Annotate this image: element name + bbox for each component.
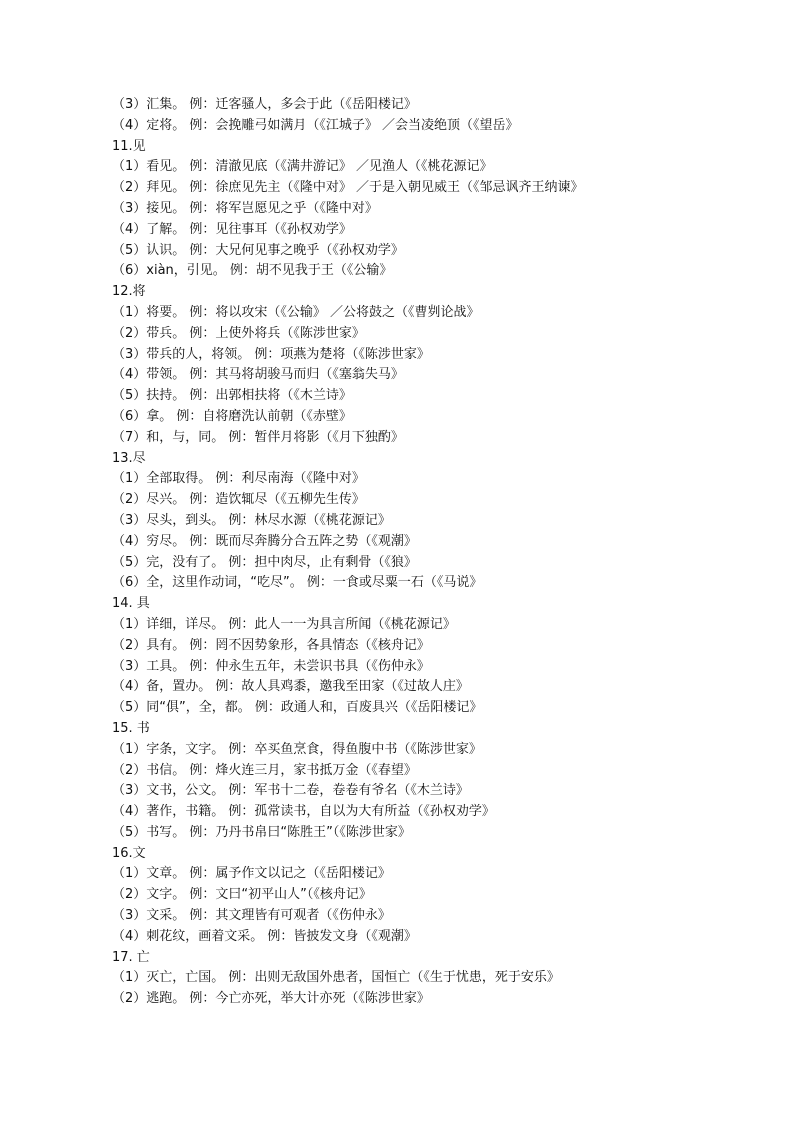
definition-item: （2）文字。 例：文曰“初平山人”（《核舟记》 bbox=[112, 887, 372, 903]
entry-heading: 14. 具 bbox=[112, 596, 150, 612]
definition-item: （3）尽头，到头。 例：林尽水源（《桃花源记》 bbox=[112, 512, 391, 528]
definition-item: （3）带兵的人，将领。 例：项燕为楚将（《陈涉世家》 bbox=[112, 346, 430, 362]
definition-item: （5）书写。 例：乃丹书帛曰“陈胜王”（《陈涉世家》 bbox=[112, 824, 411, 840]
entry-heading: 16.文 bbox=[112, 845, 146, 861]
definition-item: （1）全部取得。 例：利尽南海（《隆中对》 bbox=[112, 471, 365, 487]
definition-item: （1）将要。 例：将以攻宋（《公输》 ／公将鼓之（《曹刿论战》 bbox=[112, 304, 480, 320]
definition-item: （3）文采。 例：其文理皆有可观者（《伤仲永》 bbox=[112, 908, 391, 924]
definition-item: （6）xiàn，引见。 例：胡不见我于王（《公输》 bbox=[112, 263, 393, 279]
definition-item: （1）文章。 例：属予作文以记之（《岳阳楼记》 bbox=[112, 866, 391, 882]
definition-item: （4）穷尽。 例：既而尽奔腾分合五阵之势（《观潮》 bbox=[112, 533, 417, 549]
definition-item: （2）拜见。 例：徐庶见先主（《隆中对》 ／于是入朝见威王（《邹忌讽齐王纳谏》 bbox=[112, 180, 584, 196]
definition-item: （3）接见。 例：将军岂愿见之乎（《隆中对》 bbox=[112, 200, 378, 216]
definition-item: （2）尽兴。 例：造饮辄尽（《五柳先生传》 bbox=[112, 492, 365, 508]
definition-item: （3）文书，公文。 例：军书十二卷，卷卷有爷名（《木兰诗》 bbox=[112, 783, 469, 799]
definition-item: （1）灭亡，亡国。 例：出则无敌国外患者，国恒亡（《生于忧患，死于安乐》 bbox=[112, 970, 560, 986]
entry-heading: 17. 亡 bbox=[112, 949, 150, 965]
entry-heading: 12.将 bbox=[112, 284, 146, 300]
vocabulary-list bbox=[112, 95, 712, 1010]
definition-item: （2）书信。 例：烽火连三月，家书抵万金（《春望》 bbox=[112, 762, 417, 778]
entry-heading: 11.见 bbox=[112, 138, 146, 154]
definition-item: （4）刺花纹，画着文采。 例：皆披发文身（《观潮》 bbox=[112, 928, 417, 944]
definition-item: （2）具有。 例：罔不因势象形，各具情态（《核舟记》 bbox=[112, 637, 430, 653]
entry-heading: 15. 书 bbox=[112, 720, 150, 736]
definition-item: （4）著作，书籍。 例：孤常读书，自以为大有所益（《孙权劝学》 bbox=[112, 804, 495, 820]
definition-item: （3）汇集。 例：迁客骚人，多会于此（《岳阳楼记》 bbox=[112, 97, 417, 112]
definition-item: （4）带领。 例：其马将胡骏马而归（《塞翁失马》 bbox=[112, 367, 404, 383]
definition-item: （1）看见。 例：清澈见底（《满井游记》 ／见渔人（《桃花源记》 bbox=[112, 159, 493, 175]
definition-item: （4）了解。 例：见往事耳（《孙权劝学》 bbox=[112, 221, 352, 237]
definition-item: （6）拿。 例：自将磨洗认前朝（《赤壁》 bbox=[112, 408, 352, 424]
definition-item: （5）认识。 例：大兄何见事之晚乎（《孙权劝学》 bbox=[112, 242, 404, 258]
definition-item: （5）同“俱”，全，都。 例：政通人和，百废具兴（《岳阳楼记》 bbox=[112, 700, 483, 716]
definition-item: （2）带兵。 例：上使外将兵（《陈涉世家》 bbox=[112, 325, 365, 341]
definition-item: （3）工具。 例：仲永生五年，未尝识书具（《伤仲永》 bbox=[112, 658, 430, 674]
definition-item: （2）逃跑。 例：今亡亦死，举大计亦死（《陈涉世家》 bbox=[112, 991, 430, 1007]
definition-item: （6）全，这里作动词，“吃尽”。 例：一食或尽粟一石（《马说》 bbox=[112, 575, 483, 591]
definition-item: （1）字条，文字。 例：卒买鱼烹食，得鱼腹中书（《陈涉世家》 bbox=[112, 741, 482, 757]
definition-item: （1）详细，详尽。 例：此人一一为具言所闻（《桃花源记》 bbox=[112, 616, 456, 632]
entry-heading: 13.尽 bbox=[112, 450, 146, 466]
definition-item: （7）和，与，同。 例：暂伴月将影（《月下独酌》 bbox=[112, 429, 404, 445]
definition-item: （4）备，置办。 例：故人具鸡黍，邀我至田家（《过故人庄》 bbox=[112, 679, 469, 695]
definition-item: （5）完，没有了。 例：担中肉尽，止有剩骨（《狼》 bbox=[112, 554, 417, 570]
definition-item: （4）定将。 例：会挽雕弓如满月（《江城子》 ／会当凌绝顶（《望岳》 bbox=[112, 117, 519, 133]
definition-item: （5）扶持。 例：出郭相扶将（《木兰诗》 bbox=[112, 388, 352, 404]
